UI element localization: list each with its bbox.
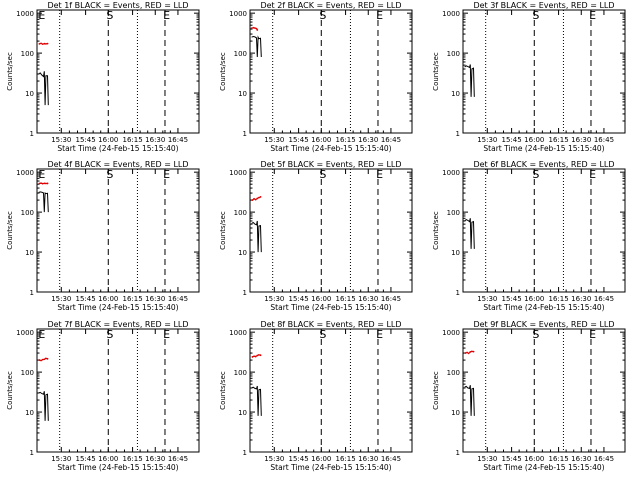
series-lld-point [468, 352, 470, 354]
plot-frame [250, 329, 412, 452]
x-tick-label: 15:45 [288, 455, 309, 463]
series-lld-point [47, 183, 49, 185]
x-tick-label: 16:30 [358, 455, 379, 463]
series-lld-point [45, 358, 47, 360]
y-tick-label: 1000 [229, 329, 247, 338]
x-tick-label: 16:15 [122, 136, 143, 144]
panel-title: Det 9f BLACK = Events, RED = LLD [473, 320, 615, 329]
y-tick-label: 10 [238, 90, 247, 99]
marker-s: S [106, 328, 114, 341]
detector-panel-8 [219, 320, 412, 472]
marker-e: E [589, 168, 597, 181]
x-axis-label: Start Time (24-Feb-15 15:15:40) [270, 144, 392, 153]
x-tick-label: 16:00 [98, 455, 119, 463]
x-tick-label: 15:45 [501, 136, 522, 144]
marker-e: E [163, 328, 171, 341]
y-tick-label: 10 [25, 249, 34, 258]
x-tick-label: 16:30 [358, 295, 379, 303]
x-tick-label: 16:30 [145, 136, 166, 144]
marker-s: S [532, 328, 540, 341]
x-tick-label: 16:30 [358, 136, 379, 144]
marker-e: E [163, 9, 171, 22]
series-events-line [39, 192, 49, 212]
marker-e: E [376, 168, 384, 181]
y-tick-label: 1 [455, 130, 460, 138]
panel-title: Det 3f BLACK = Events, RED = LLD [473, 1, 615, 10]
plot-frame [37, 329, 199, 452]
detector-panel-3 [432, 1, 625, 153]
series-lld-point [256, 198, 258, 200]
series-lld-point [465, 352, 467, 354]
x-tick-label: 16:45 [167, 455, 189, 463]
y-tick-label: 10 [238, 409, 247, 418]
y-tick-label: 1000 [16, 169, 34, 178]
series-lld-point [40, 43, 42, 45]
plot-frame [250, 10, 412, 133]
y-tick-label: 10 [25, 90, 34, 99]
y-tick-label: 10 [25, 409, 34, 418]
y-axis-label: Counts/sec [6, 371, 14, 410]
x-tick-label: 15:45 [75, 455, 96, 463]
series-lld-point [255, 356, 257, 358]
y-tick-label: 100 [446, 369, 460, 378]
series-lld-point [40, 182, 42, 184]
marker-e: E [376, 328, 384, 341]
x-tick-label: 16:30 [571, 295, 592, 303]
series-lld-point [256, 29, 258, 31]
x-tick-label: 16:45 [593, 136, 615, 144]
x-tick-label: 16:30 [571, 136, 592, 144]
y-tick-label: 100 [20, 369, 34, 378]
marker-e: E [589, 9, 597, 22]
x-tick-label: 16:30 [571, 455, 592, 463]
y-tick-label: 10 [238, 249, 247, 258]
y-tick-label: 100 [233, 209, 247, 218]
x-axis-label: Start Time (24-Feb-15 15:15:40) [57, 144, 179, 153]
marker-s: S [532, 168, 540, 181]
y-axis-label: Counts/sec [432, 211, 440, 250]
series-lld-point [42, 43, 44, 45]
x-axis-label: Start Time (24-Feb-15 15:15:40) [483, 463, 605, 472]
series-lld-point [251, 27, 253, 29]
marker-e: E [163, 168, 171, 181]
series-lld-point [255, 199, 257, 201]
x-tick-label: 16:45 [167, 295, 189, 303]
x-tick-label: 16:15 [548, 455, 569, 463]
panel-title: Det 4f BLACK = Events, RED = LLD [47, 160, 189, 169]
x-tick-label: 16:15 [335, 455, 356, 463]
y-tick-label: 1000 [229, 10, 247, 19]
x-tick-label: 15:45 [501, 455, 522, 463]
y-axis-label: Counts/sec [6, 211, 14, 250]
x-tick-label: 16:00 [98, 136, 119, 144]
y-tick-label: 1000 [442, 10, 460, 19]
y-tick-label: 1000 [16, 10, 34, 19]
series-lld-point [42, 183, 44, 185]
series-lld-point [253, 355, 255, 357]
series-lld-point [39, 183, 41, 185]
detector-panel-4 [6, 160, 199, 312]
x-tick-label: 16:00 [524, 295, 545, 303]
x-axis-label: Start Time (24-Feb-15 15:15:40) [483, 303, 605, 312]
series-lld-point [45, 43, 47, 45]
y-tick-label: 100 [20, 50, 34, 59]
series-lld-point [45, 183, 47, 185]
series-lld-point [260, 354, 262, 356]
x-tick-label: 15:45 [501, 295, 522, 303]
series-lld-point [254, 27, 256, 29]
x-tick-label: 15:45 [288, 295, 309, 303]
marker-s: S [106, 9, 114, 22]
x-tick-label: 16:15 [548, 295, 569, 303]
series-lld-point [39, 359, 41, 361]
x-axis-label: Start Time (24-Feb-15 15:15:40) [483, 144, 605, 153]
marker-s: S [319, 328, 327, 341]
series-lld-point [43, 358, 45, 360]
x-tick-label: 15:45 [288, 136, 309, 144]
plot-frame [37, 169, 199, 292]
x-tick-label: 16:45 [593, 295, 615, 303]
plot-frame [463, 169, 625, 292]
x-tick-label: 15:30 [264, 455, 285, 463]
series-events-line [465, 218, 475, 249]
y-tick-label: 1000 [442, 329, 460, 338]
x-tick-label: 16:45 [380, 136, 402, 144]
y-tick-label: 1000 [442, 169, 460, 178]
y-axis-label: Counts/sec [219, 52, 227, 91]
series-events-line [39, 71, 49, 105]
series-lld-point [252, 356, 254, 358]
panel-title: Det 7f BLACK = Events, RED = LLD [47, 320, 189, 329]
marker-s: S [532, 9, 540, 22]
series-lld-point [469, 351, 471, 353]
plot-frame [37, 10, 199, 133]
y-tick-label: 1 [242, 130, 247, 138]
x-tick-label: 15:45 [75, 295, 96, 303]
y-tick-label: 1 [455, 289, 460, 297]
x-tick-label: 16:30 [145, 455, 166, 463]
x-axis-label: Start Time (24-Feb-15 15:15:40) [270, 463, 392, 472]
x-tick-label: 16:00 [311, 455, 332, 463]
y-tick-label: 1000 [16, 329, 34, 338]
x-tick-label: 16:45 [167, 136, 189, 144]
x-tick-label: 16:45 [380, 295, 402, 303]
x-tick-label: 16:00 [311, 136, 332, 144]
x-tick-label: 15:30 [477, 136, 498, 144]
plot-frame [463, 10, 625, 133]
series-lld-point [39, 43, 41, 45]
y-tick-label: 100 [446, 209, 460, 218]
x-tick-label: 15:45 [75, 136, 96, 144]
x-tick-label: 15:30 [51, 136, 72, 144]
plot-frame [250, 169, 412, 292]
x-axis-label: Start Time (24-Feb-15 15:15:40) [57, 303, 179, 312]
x-tick-label: 16:15 [335, 295, 356, 303]
y-tick-label: 10 [451, 249, 460, 258]
marker-e: E [38, 168, 46, 181]
series-lld-point [47, 43, 49, 45]
y-tick-label: 1 [455, 449, 460, 457]
y-tick-label: 1 [29, 289, 34, 297]
series-lld-point [466, 352, 468, 354]
series-events-line [252, 37, 262, 58]
series-lld-point [471, 350, 473, 352]
series-lld-point [47, 358, 49, 360]
y-tick-label: 1000 [229, 169, 247, 178]
marker-s: S [319, 168, 327, 181]
series-lld-point [256, 355, 258, 357]
detector-panel-1 [6, 1, 199, 153]
series-lld-point [258, 197, 260, 199]
marker-e: E [38, 328, 46, 341]
x-tick-label: 16:00 [98, 295, 119, 303]
series-events-line [39, 391, 49, 421]
x-tick-label: 16:00 [524, 136, 545, 144]
y-axis-label: Counts/sec [432, 52, 440, 91]
y-tick-label: 10 [451, 90, 460, 99]
series-lld-point [252, 199, 254, 201]
marker-s: S [319, 9, 327, 22]
panel-title: Det 5f BLACK = Events, RED = LLD [260, 160, 402, 169]
x-tick-label: 16:00 [524, 455, 545, 463]
x-tick-label: 16:00 [311, 295, 332, 303]
y-tick-label: 100 [233, 369, 247, 378]
x-tick-label: 15:30 [264, 136, 285, 144]
series-lld-point [258, 354, 260, 356]
series-events-line [465, 385, 475, 416]
y-axis-label: Counts/sec [219, 371, 227, 410]
series-lld-point [260, 196, 262, 198]
x-tick-label: 15:30 [51, 295, 72, 303]
series-lld-point [43, 182, 45, 184]
x-tick-label: 16:45 [380, 455, 402, 463]
x-tick-label: 16:45 [593, 455, 615, 463]
y-tick-label: 1 [242, 289, 247, 297]
y-tick-label: 1 [29, 130, 34, 138]
x-tick-label: 16:15 [548, 136, 569, 144]
y-axis-label: Counts/sec [219, 211, 227, 250]
y-tick-label: 10 [451, 409, 460, 418]
series-events-line [252, 386, 262, 416]
x-tick-label: 15:30 [477, 295, 498, 303]
y-tick-label: 100 [446, 50, 460, 59]
x-tick-label: 16:15 [122, 455, 143, 463]
series-lld-point [42, 359, 44, 361]
marker-e: E [589, 328, 597, 341]
x-axis-label: Start Time (24-Feb-15 15:15:40) [270, 303, 392, 312]
detector-panel-9 [432, 320, 625, 472]
detector-panel-7 [6, 320, 199, 472]
y-axis-label: Counts/sec [6, 52, 14, 91]
x-tick-label: 15:30 [477, 455, 498, 463]
series-lld-point [252, 27, 254, 29]
y-axis-label: Counts/sec [432, 371, 440, 410]
series-lld-point [43, 43, 45, 45]
panel-title: Det 1f BLACK = Events, RED = LLD [47, 1, 189, 10]
y-tick-label: 100 [233, 50, 247, 59]
panel-title: Det 6f BLACK = Events, RED = LLD [473, 160, 615, 169]
x-tick-label: 16:30 [145, 295, 166, 303]
series-events-line [252, 221, 262, 252]
marker-s: S [106, 168, 114, 181]
plot-frame [463, 329, 625, 452]
y-tick-label: 1 [29, 449, 34, 457]
y-tick-label: 1 [242, 449, 247, 457]
panel-title: Det 8f BLACK = Events, RED = LLD [260, 320, 402, 329]
panel-title: Det 2f BLACK = Events, RED = LLD [260, 1, 402, 10]
detector-panel-5 [219, 160, 412, 312]
x-tick-label: 15:30 [51, 455, 72, 463]
marker-e: E [38, 9, 46, 22]
x-tick-label: 15:30 [264, 295, 285, 303]
series-events-line [465, 65, 475, 97]
x-axis-label: Start Time (24-Feb-15 15:15:40) [57, 463, 179, 472]
x-tick-label: 16:15 [122, 295, 143, 303]
detector-panel-6 [432, 160, 625, 312]
y-tick-label: 100 [20, 209, 34, 218]
x-tick-label: 16:15 [335, 136, 356, 144]
detector-panel-2 [219, 1, 412, 153]
series-lld-point [473, 351, 475, 353]
series-lld-point [40, 360, 42, 362]
marker-e: E [376, 9, 384, 22]
series-lld-point [253, 198, 255, 200]
